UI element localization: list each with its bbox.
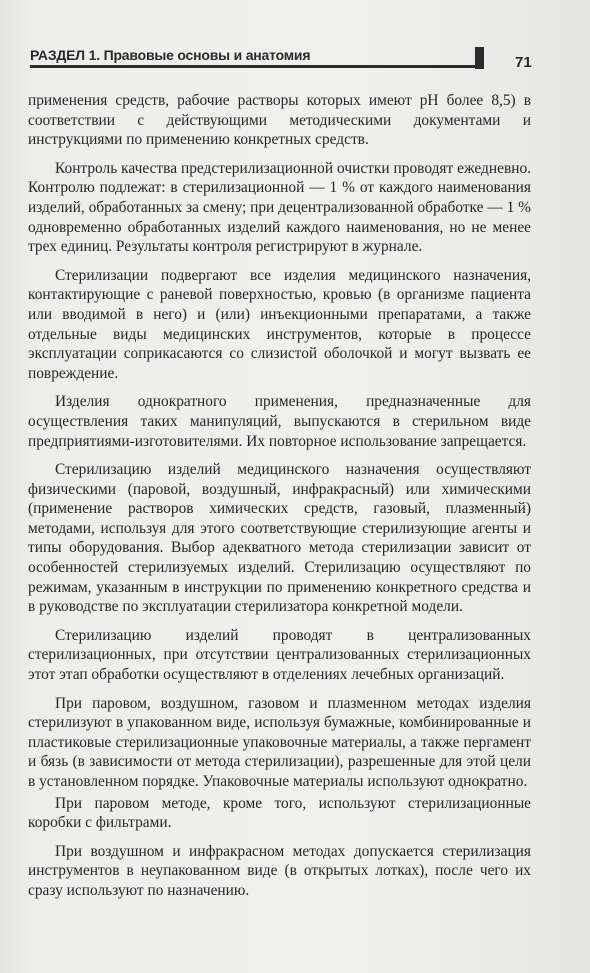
paragraph: Контроль качества предстерилизационной очистки проводят ежедневно. Контролю подлежат: в стерилизационной — 1 % от каждого наименования изделий, обработанных за смену; при децентрализованной обработке — 1 % одновременно обработанных изделий каждого наименования, но не менее трех единиц. Результаты контроля регистрируют в журнале.: [28, 159, 531, 256]
section-title: РАЗДЕЛ 1. Правовые основы и анатомия: [30, 47, 311, 63]
header-rule: [30, 65, 478, 68]
body-text: [28, 91, 531, 910]
header-marker: [475, 47, 484, 69]
paragraph: При паровом методе, кроме того, используют стерилизационные коробки с фильтрами.: [28, 794, 531, 832]
paragraph: При паровом, воздушном, газовом и плазменном методах изделия стерилизуют в упакованном виде, используя бумажные, комбинированные и пластиковые стерилизационные упаковочные материалы, а также пергамент и бязь (в зависимости от метода стерилизации), разрешенные для этой цели в установленном порядке. Упаковочные материалы используют однократно.: [28, 694, 531, 790]
page-number: 71: [515, 54, 532, 71]
paragraph: Изделия однократного применения, предназначенные для осуществления таких манипуляций, выпускаются в стерильном виде предприятиями-изготовителями. Их повторное использование запрещается.: [28, 393, 531, 450]
paragraph: применения средств, рабочие растворы которых имеют pH более 8,5) в соответствии с действующими методическими документами и инструкциями по применению конкретных средств.: [28, 92, 531, 149]
paragraph: Стерилизации подвергают все изделия медицинского назначения, контактирующие с раневой поверхностью, кровью (в организме пациента или вводимой в него) и (или) инъекционными препаратами, а также отдельные виды медицинских инструментов, которые в процессе эксплуатации соприкасаются со слизистой оболочкой и могут вызвать ее повреждение.: [28, 266, 531, 382]
running-header: [30, 47, 485, 73]
paragraph: Стерилизацию изделий медицинского назначения осуществляют физическими (паровой, воздушный, инфракрасный) или химическими (применение растворов химических средств, газовый, плазменный) методами, используя для этого соответствующие стерилизующие агенты и типы оборудования. Выбор адекватного метода стерилизации зависит от особенностей стерилизуемых изделий. Стерилизацию осуществляют по режимам, указанным в инструкции по применению конкретного средства и в руководстве по эксплуатации стерилизатора конкретной модели.: [28, 461, 531, 616]
paragraph: Стерилизацию изделий проводят в централизованных стерилизационных, при отсутствии централизованных стерилизационных этот этап обработки осуществляют в отделениях лечебных организаций.: [28, 626, 531, 684]
paragraph: При воздушном и инфракрасном методах допускается стерилизация инструментов в неупакованном виде (в открытых лотках), после чего их сразу используют по назначению.: [28, 842, 531, 899]
